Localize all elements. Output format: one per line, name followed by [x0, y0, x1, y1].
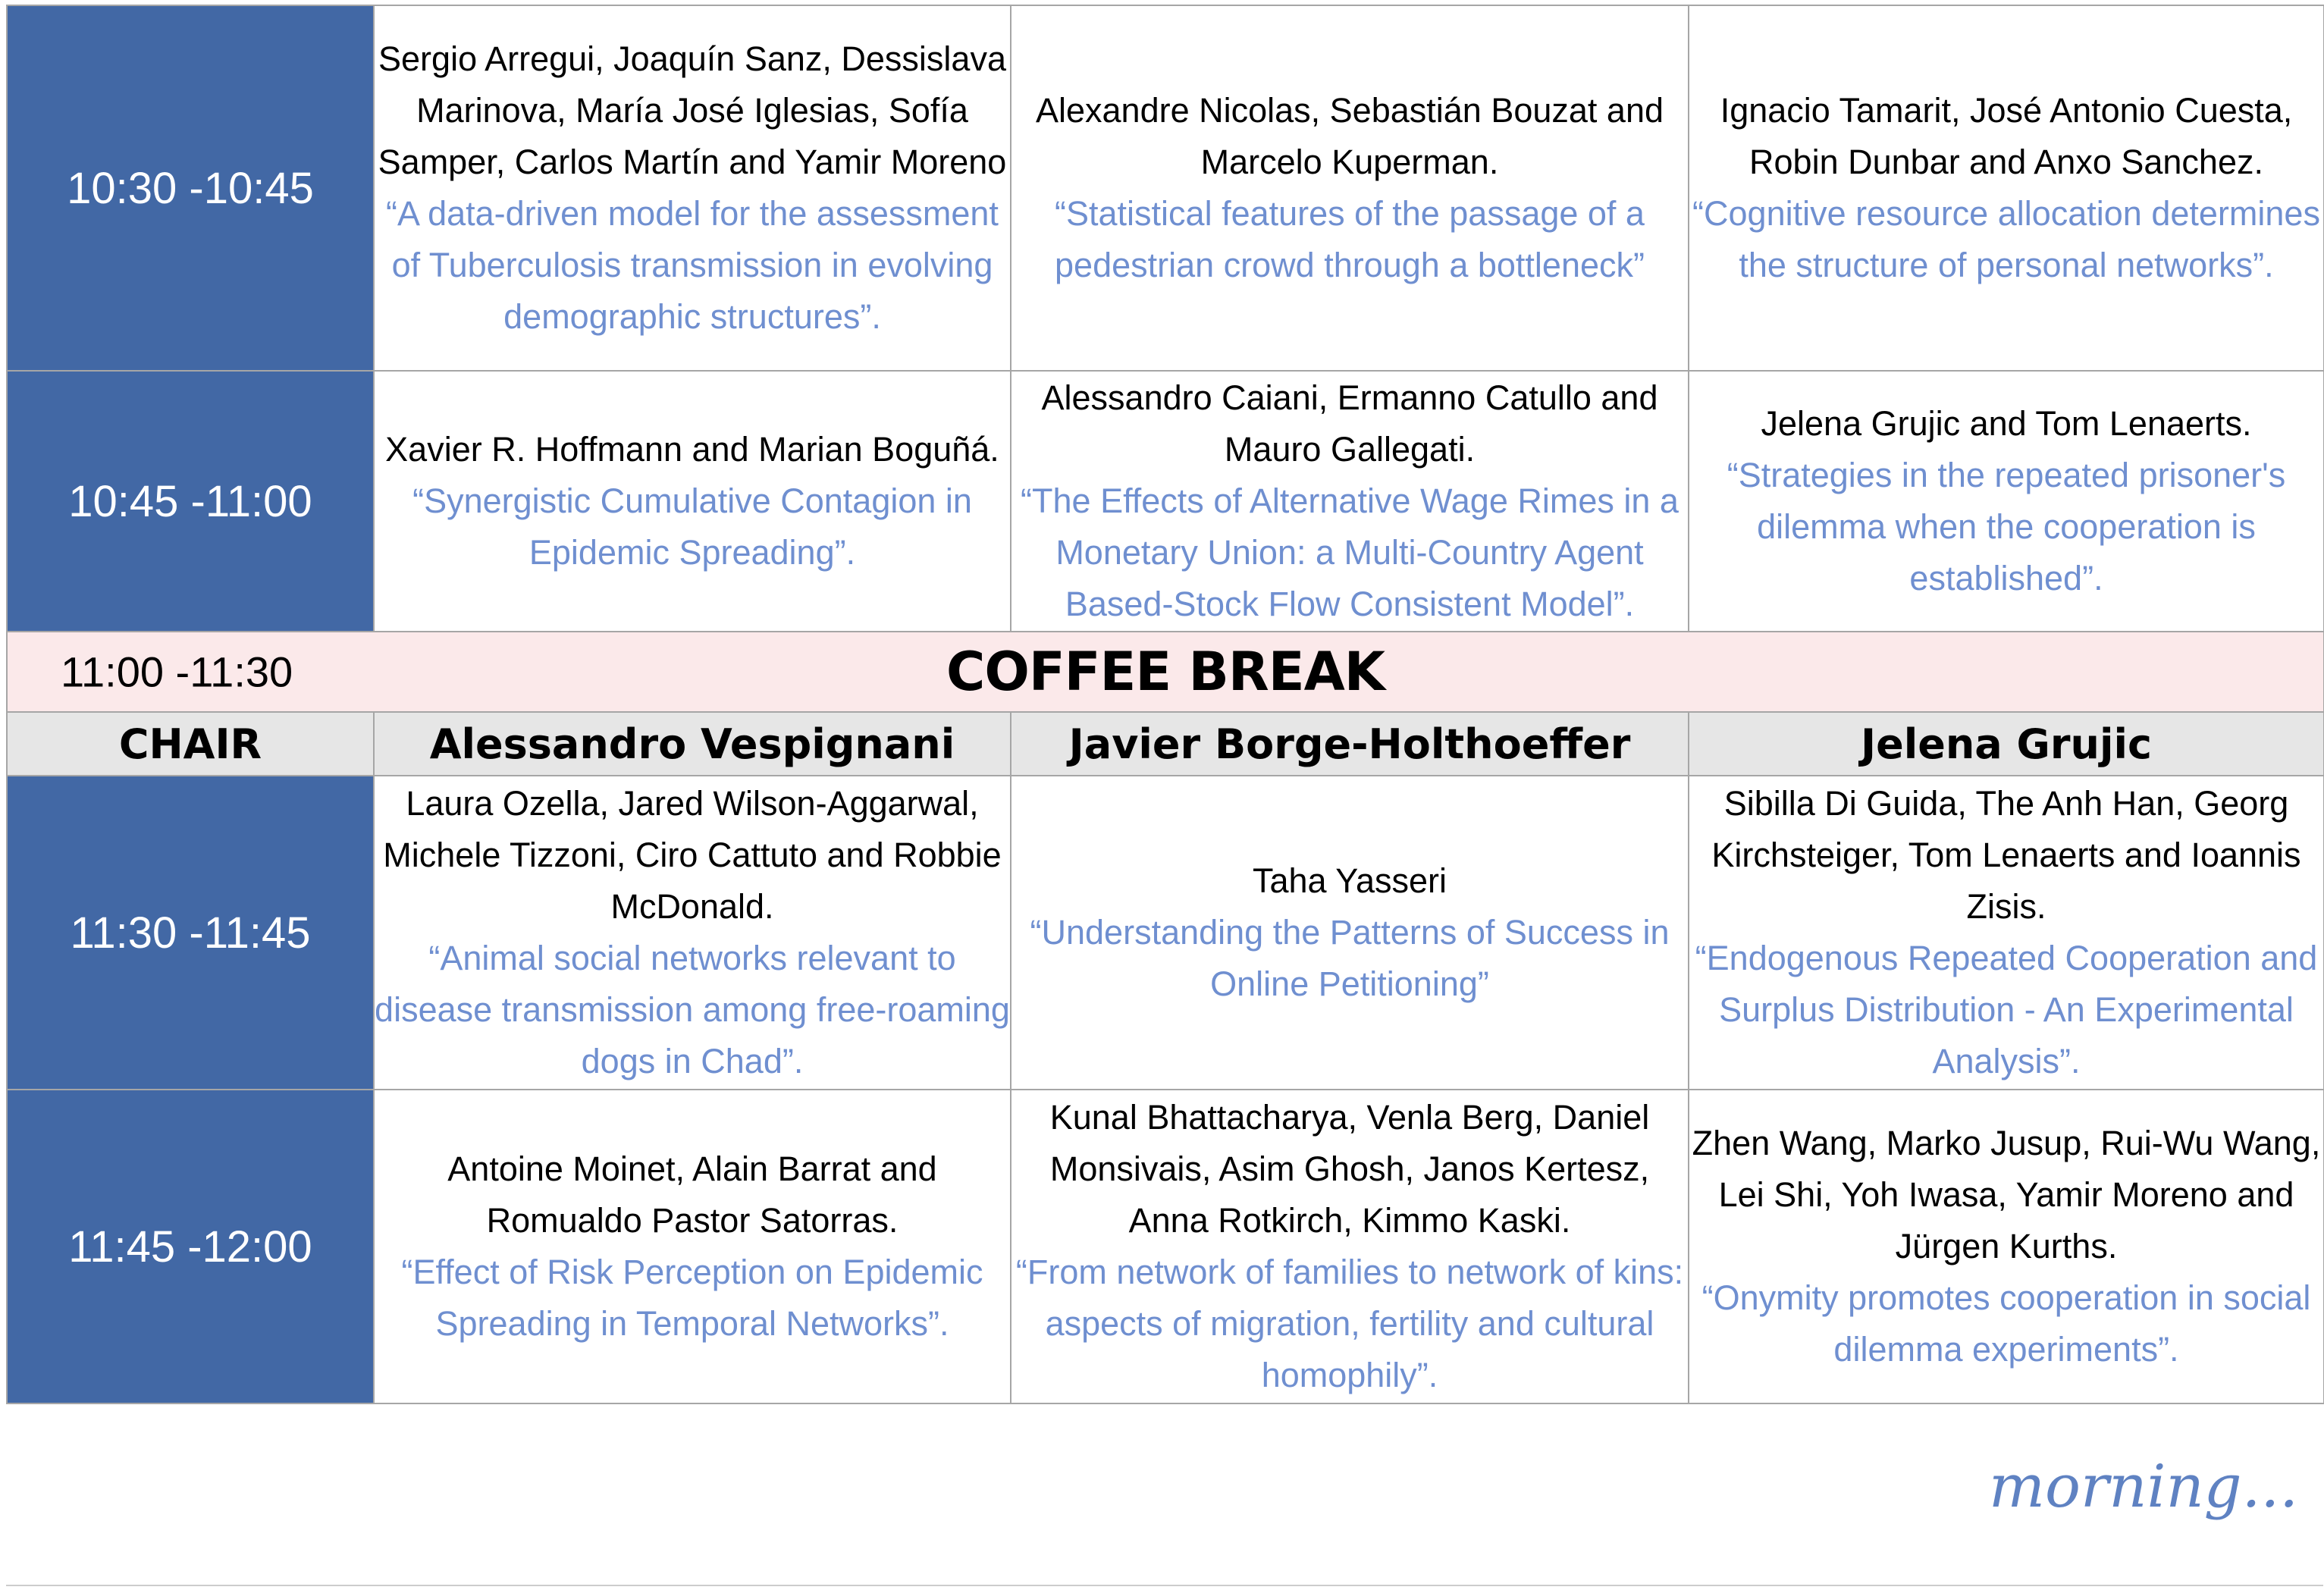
talk-cell	[374, 371, 1011, 632]
continuation-note: morning...	[1989, 1453, 2298, 1521]
talk-authors: Xavier R. Hoffmann and Marian Boguñá.	[385, 430, 999, 469]
talk-authors: Jelena Grujic and Tom Lenaerts.	[1761, 404, 2252, 443]
break-label: COFFEE BREAK	[946, 641, 1385, 703]
talk-title: “From network of families to network of kins: aspects of migration, fertility and cultural homophily”.	[1015, 1253, 1684, 1394]
session-row	[7, 5, 2324, 371]
talk-title: “Endogenous Repeated Cooperation and Surplus Distribution - An Experimental Analysis”.	[1695, 939, 2318, 1080]
time-slot: 10:45 -11:00	[7, 371, 374, 632]
talk-title: “Cognitive resource allocation determines the structure of personal networks”.	[1692, 194, 2320, 284]
talk-authors: Taha Yasseri	[1253, 861, 1447, 900]
chair-name: Javier Borge-Holthoeffer	[1011, 712, 1689, 776]
talk-authors: Antoine Moinet, Alain Barrat and Romualdo Pastor Satorras.	[447, 1149, 937, 1240]
talk-title: “Strategies in the repeated prisoner's dilemma when the cooperation is established”.	[1727, 456, 2286, 597]
session-row	[7, 776, 2324, 1090]
session-row	[7, 1090, 2324, 1403]
talk-cell	[374, 776, 1011, 1090]
talk-authors: Laura Ozella, Jared Wilson-Aggarwal, Michele Tizzoni, Ciro Cattuto and Robbie McDonald.	[383, 784, 1002, 926]
talk-title: “Animal social networks relevant to disease transmission among free-roaming dogs in Chad”.	[375, 939, 1010, 1080]
talk-title: “Effect of Risk Perception on Epidemic Spreading in Temporal Networks”.	[401, 1253, 983, 1343]
talk-cell	[374, 5, 1011, 371]
talk-cell	[1011, 371, 1689, 632]
talk-cell	[1689, 5, 2324, 371]
talk-title: “Synergistic Cumulative Contagion in Epidemic Spreading”.	[412, 481, 972, 572]
talk-authors: Sibilla Di Guida, The Anh Han, Georg Kirchsteiger, Tom Lenaerts and Ioannis Zisis.	[1711, 784, 2301, 926]
chair-name: Alessandro Vespignani	[374, 712, 1011, 776]
time-slot: 10:30 -10:45	[7, 5, 374, 371]
talk-cell	[1011, 5, 1689, 371]
talk-title: “A data-driven model for the assessment of Tuberculosis transmission in evolving demographic structures”.	[386, 194, 999, 336]
time-slot: 11:45 -12:00	[7, 1090, 374, 1403]
talk-title: “Understanding the Patterns of Success in Online Petitioning”	[1030, 913, 1670, 1003]
talk-cell	[1011, 1090, 1689, 1403]
coffee-break-cell	[7, 632, 2324, 712]
talk-cell	[374, 1090, 1011, 1403]
time-slot: 11:30 -11:45	[7, 776, 374, 1090]
talk-authors: Alessandro Caiani, Ermanno Catullo and Mauro Gallegati.	[1041, 378, 1658, 469]
talk-cell	[1011, 776, 1689, 1090]
talk-title: “The Effects of Alternative Wage Rimes in a Monetary Union: a Multi-Country Agent Based-Stock Flow Consistent Model”.	[1021, 481, 1679, 623]
talk-cell	[1689, 1090, 2324, 1403]
talk-authors: Sergio Arregui, Joaquín Sanz, Dessislava Marinova, María José Iglesias, Sofía Samper, Carlos Martín and Yamir Moreno	[378, 39, 1007, 181]
schedule-table	[6, 5, 2324, 1404]
talk-authors: Kunal Bhattacharya, Venla Berg, Daniel Monsivais, Asim Ghosh, Janos Kertesz, Anna Rotkirch, Kimmo Kaski.	[1049, 1098, 1650, 1240]
coffee-break-row	[7, 632, 2324, 712]
session-row	[7, 371, 2324, 632]
talk-title: “Statistical features of the passage of a pedestrian crowd through a bottleneck”	[1055, 194, 1645, 284]
talk-authors: Alexandre Nicolas, Sebastián Bouzat and Marcelo Kuperman.	[1035, 91, 1664, 181]
talk-authors: Zhen Wang, Marko Jusup, Rui-Wu Wang, Lei Shi, Yoh Iwasa, Yamir Moreno and Jürgen Kurths.	[1692, 1124, 2321, 1265]
bottom-divider	[6, 1585, 2323, 1586]
talk-cell	[1689, 371, 2324, 632]
talk-authors: Ignacio Tamarit, José Antonio Cuesta, Robin Dunbar and Anxo Sanchez.	[1720, 91, 2293, 181]
talk-title: “Onymity promotes cooperation in social dilemma experiments”.	[1701, 1278, 2311, 1369]
talk-cell	[1689, 776, 2324, 1090]
chair-label: CHAIR	[7, 712, 374, 776]
chair-name: Jelena Grujic	[1689, 712, 2324, 776]
break-time: 11:00 -11:30	[61, 648, 293, 696]
chair-row	[7, 712, 2324, 776]
